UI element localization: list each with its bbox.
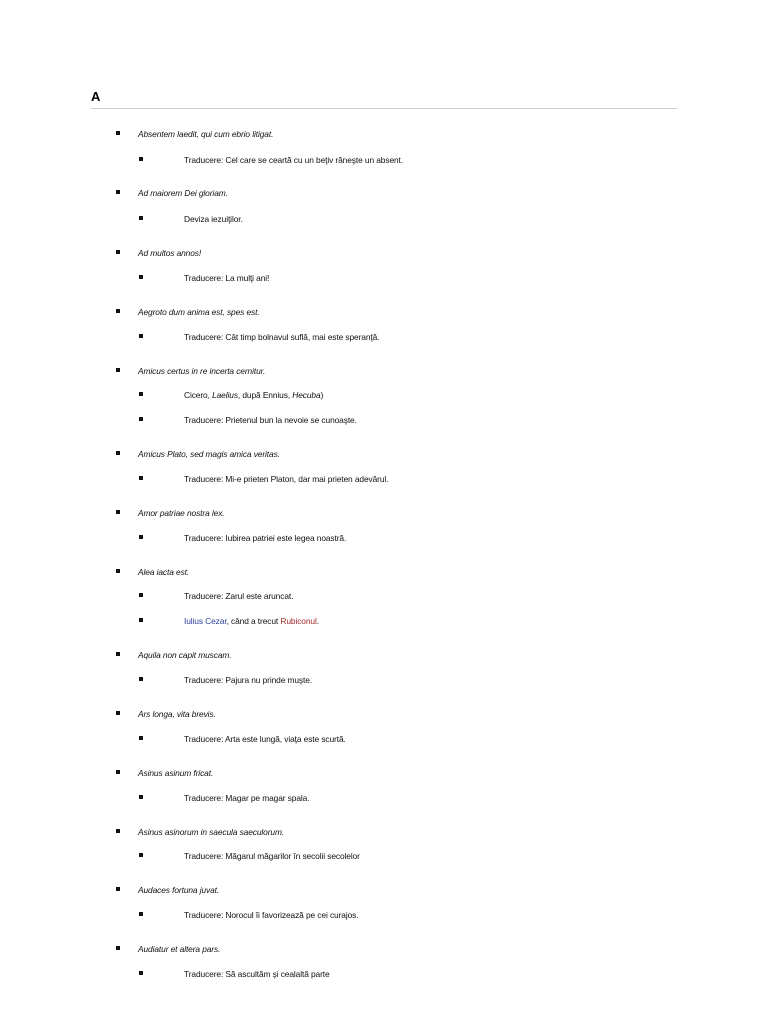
translation-note: Traducere: Norocul îi favorizează pe cei curajos. [184,910,359,920]
latin-phrase: Ad multos annos! [138,248,202,258]
source-mid: , după Ennius, [237,390,293,400]
translation-note: Traducere: Pajura nu prinde muşte. [184,675,313,685]
context-end: . [316,616,319,626]
bullet-icon [139,618,143,622]
translation-note: Deviza iezuiţilor. [184,214,243,224]
bullet-icon [116,368,120,372]
bullet-icon [116,829,120,833]
translation-note: Traducere: Cel care se ceartă cu un beţiv răneşte un absent. [184,155,404,165]
bullet-icon [116,131,120,135]
bullet-icon [116,887,120,891]
latin-phrase: Alea iacta est. [138,567,190,577]
source-work: Laelius [212,390,238,400]
context-note [184,616,319,627]
latin-phrase: Ad maiorem Dei gloriam. [138,188,228,198]
latin-phrase: Aegroto dum anima est, spes est. [138,307,260,317]
source-work-2: Hecuba [292,390,321,400]
bullet-icon [139,417,143,421]
bullet-icon [116,770,120,774]
latin-phrase: Audaces fortuna juvat. [138,885,220,895]
bullet-icon [116,652,120,656]
latin-phrase: Aquila non capit muscam. [138,650,232,660]
translation-note: Traducere: Mi-e prieten Platon, dar mai prieten adevărul. [184,474,389,484]
latin-phrase: Ars longa, vita brevis. [138,709,216,719]
translation-note: Traducere: Cât timp bolnavul suflă, mai este speranţă. [184,332,380,342]
translation-note: Traducere: La mulţi ani! [184,273,270,283]
latin-phrase: Amor patriae nostra lex. [138,508,225,518]
bullet-icon [116,569,120,573]
bullet-icon [139,853,143,857]
bullet-icon [139,971,143,975]
bullet-icon [139,677,143,681]
bullet-icon [139,535,143,539]
source-suffix: ) [320,390,324,400]
bullet-icon [116,946,120,950]
caesar-link[interactable]: Iulius Cezar [184,616,227,626]
bullet-icon [139,216,143,220]
bullet-icon [139,334,143,338]
section-divider [91,108,677,109]
rubicon-link[interactable]: Rubiconul [280,616,317,626]
bullet-icon [139,912,143,916]
bullet-icon [116,309,120,313]
bullet-icon [139,736,143,740]
translation-note: Traducere: Magar pe magar spala. [184,793,310,803]
context-mid: , când a trecut [226,616,281,626]
latin-phrase: Absentem laedit, qui cum ebrio litigat. [138,129,274,139]
translation-note: Traducere: Zarul este aruncat. [184,591,294,601]
source-note [184,390,323,401]
bullet-icon [116,190,120,194]
translation-note: Traducere: Arta este lungă, viaţa este scurtă. [184,734,346,744]
bullet-icon [139,476,143,480]
latin-phrase: Amicus certus in re incerta cernitur. [138,366,266,376]
source-author: Cicero, [184,390,213,400]
bullet-icon [116,711,120,715]
translation-note: Traducere: Să ascultăm şi cealaltă parte [184,969,330,979]
bullet-icon [139,795,143,799]
bullet-icon [116,510,120,514]
bullet-icon [116,451,120,455]
latin-phrase: Audiatur et altera pars. [138,944,221,954]
translation-note: Traducere: Iubirea patriei este legea noastră. [184,533,347,543]
translation-note: Traducere: Prietenul bun la nevoie se cunoaşte. [184,415,357,425]
latin-phrase: Asinus asinorum in saecula saeculorum. [138,827,285,837]
bullet-icon [139,157,143,161]
bullet-icon [139,593,143,597]
bullet-icon [139,392,143,396]
bullet-icon [139,275,143,279]
latin-phrase: Amicus Plato, sed magis amica veritas. [138,449,280,459]
bullet-icon [116,250,120,254]
translation-note: Traducere: Măgarul măgarilor în secolii secolelor [184,851,360,861]
latin-phrase: Asinus asinum fricat. [138,768,214,778]
section-heading: A [91,89,101,104]
